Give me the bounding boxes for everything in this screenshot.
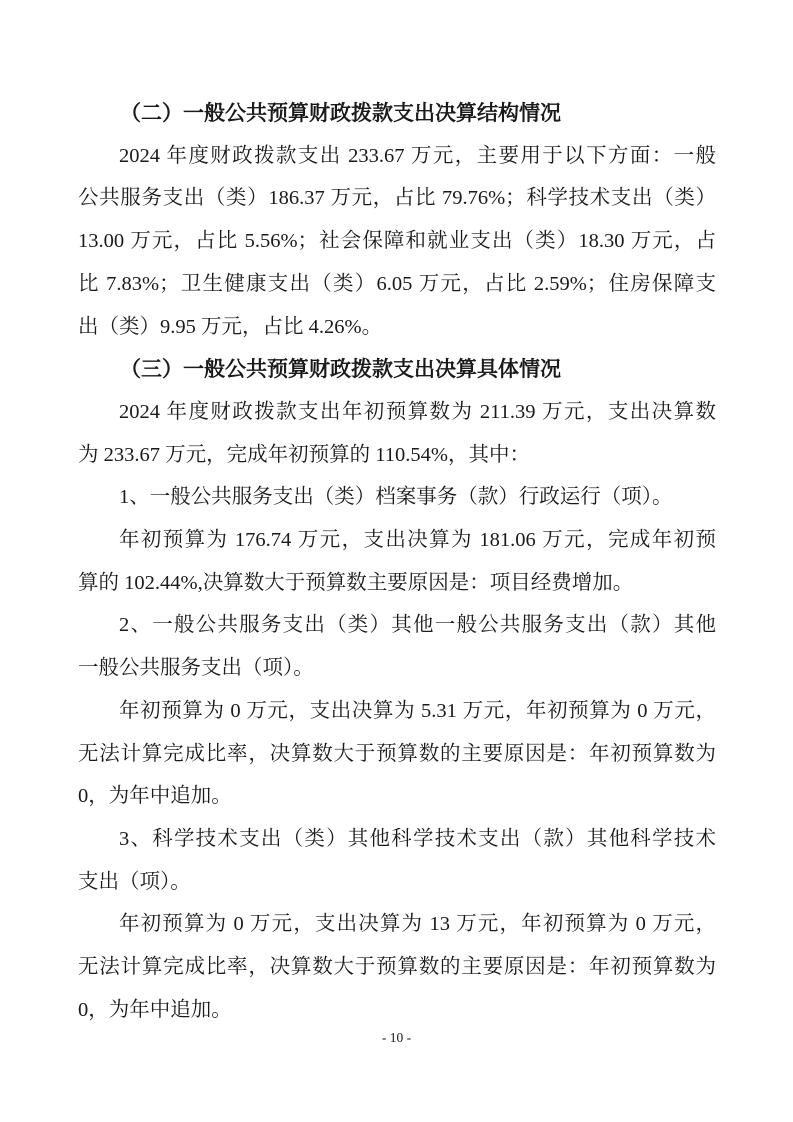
item3-title-line: 支出（项）。 xyxy=(78,870,191,893)
para-structure-line: 2024 年度财政拨款支出 233.67 万元，主要用于以下方面：一般 xyxy=(119,144,716,167)
item3-detail-line: 0，为年中追加。 xyxy=(78,998,232,1021)
page-number: - 10 - xyxy=(381,1030,412,1045)
para-structure-line: 13.00 万元，占比 5.56%；社会保障和就业支出（类）18.30 万元，占 xyxy=(78,230,716,253)
item2-detail-line: 0，为年中追加。 xyxy=(78,785,232,808)
item2-title-line: 2、一般公共服务支出（类）其他一般公共服务支出（款）其他 xyxy=(119,614,716,637)
item2-title-line: 一般公共服务支出（项）。 xyxy=(78,657,314,680)
item1-detail-line: 算的 102.44%,决算数大于预算数主要原因是：项目经费增加。 xyxy=(78,571,634,594)
item2-detail-line: 年初预算为 0 万元，支出决算为 5.31 万元，年初预算为 0 万元， xyxy=(119,699,716,722)
item2-detail-line: 无法计算完成比率，决算数大于预算数的主要原因是：年初预算数为 xyxy=(78,742,716,765)
page-content xyxy=(78,92,716,1031)
item3-detail-line: 无法计算完成比率，决算数大于预算数的主要原因是：年初预算数为 xyxy=(78,956,716,979)
para-structure-line: 公共服务支出（类）186.37 万元，占比 79.76%；科学技术支出（类） xyxy=(78,187,716,210)
para-structure-line: 出（类）9.95 万元，占比 4.26%。 xyxy=(78,315,383,338)
para-structure-line: 比 7.83%；卫生健康支出（类）6.05 万元，占比 2.59%；住房保障支 xyxy=(78,272,716,295)
para-detail-line: 为 233.67 万元，完成年初预算的 110.54%，其中： xyxy=(78,443,530,466)
item3-title-line: 3、科学技术支出（类）其他科学技术支出（款）其他科学技术 xyxy=(119,827,716,850)
section-heading-detail: （三）一般公共预算财政拨款支出决算具体情况 xyxy=(120,357,561,382)
item1-detail-line: 年初预算为 176.74 万元，支出决算为 181.06 万元，完成年初预 xyxy=(119,529,716,552)
section-heading-structure: （二）一般公共预算财政拨款支出决算结构情况 xyxy=(120,101,561,125)
item3-detail-line: 年初预算为 0 万元，支出决算为 13 万元，年初预算为 0 万元， xyxy=(119,913,716,936)
para-detail-line: 2024 年度财政拨款支出年初预算数为 211.39 万元，支出决算数 xyxy=(119,400,716,423)
item1-title-line: 1、一般公共服务支出（类）档案事务（款）行政运行（项）。 xyxy=(119,486,673,509)
